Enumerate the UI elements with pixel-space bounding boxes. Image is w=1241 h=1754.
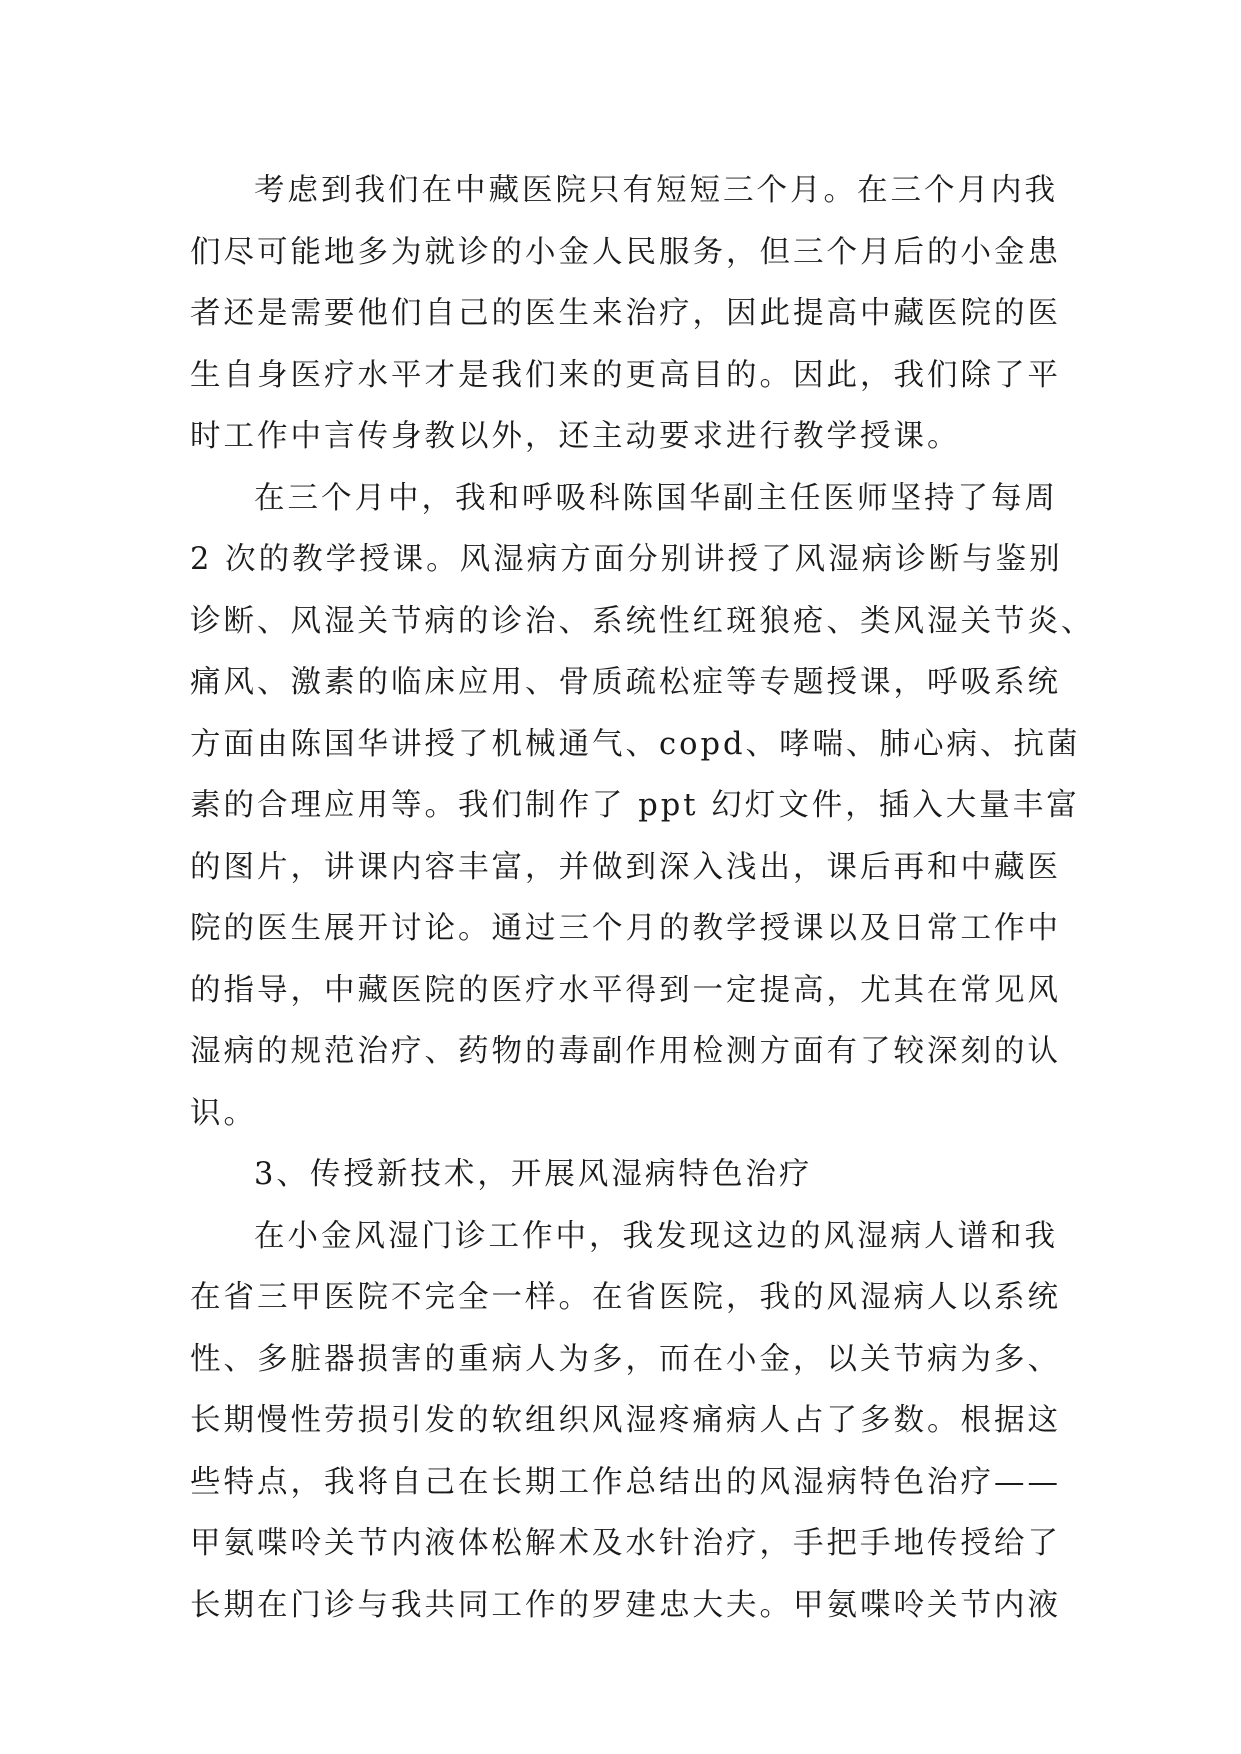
text-line: 考虑到我们在中藏医院只有短短三个月。在三个月内我 <box>254 173 1058 208</box>
text-line: 者还是需要他们自己的医生来治疗，因此提高中藏医院的医 <box>190 296 1061 331</box>
text-line: 甲氨喋呤关节内液体松解术及水针治疗，手把手地传授给了 <box>190 1526 1061 1561</box>
paragraph-rheumatology-treatment <box>190 1206 1060 1637</box>
text-line: 长期慢性劳损引发的软组织风湿疼痛病人占了多数。根据这 <box>190 1403 1061 1438</box>
paragraph-teaching-purpose <box>190 160 1060 468</box>
text-line: 性、多脏器损害的重病人为多，而在小金，以关节病为多、 <box>190 1341 1061 1377</box>
text-line: 湿病的规范治疗、药物的毒副作用检测方面有了较深刻的认 <box>190 1034 1061 1069</box>
text-line: 院的医生展开讨论。通过三个月的教学授课以及日常工作中 <box>190 911 1061 946</box>
text-line: 在小金风湿门诊工作中，我发现这边的风湿病人谱和我 <box>254 1218 1058 1254</box>
text-line: 方面由陈国华讲授了机械通气、copd、哮喘、肺心病、抗菌 <box>190 726 1081 762</box>
section-heading-new-techniques <box>190 1144 1060 1206</box>
text-line: 在省三甲医院不完全一样。在省医院，我的风湿病人以系统 <box>190 1280 1061 1315</box>
text-line: 素的合理应用等。我们制作了 ppt 幻灯文件，插入大量丰富 <box>190 788 1080 823</box>
text-line: 长期在门诊与我共同工作的罗建忠大夫。甲氨喋呤关节内液 <box>190 1587 1061 1623</box>
text-line: 识。 <box>190 1095 257 1131</box>
text-line: 的图片，讲课内容丰富，并做到深入浅出，课后再和中藏医 <box>190 849 1061 885</box>
text-line: 2 次的教学授课。风湿病方面分别讲授了风湿病诊断与鉴别 <box>190 542 1063 577</box>
text-line: 的指导，中藏医院的医疗水平得到一定提高，尤其在常见风 <box>190 972 1061 1008</box>
text-line: 痛风、激素的临床应用、骨质疏松症等专题授课，呼吸系统 <box>190 665 1061 700</box>
section-heading: 3、传授新技术，开展风湿病特色治疗 <box>254 1157 813 1192</box>
paragraph-teaching-courses <box>190 468 1095 1145</box>
text-line: 们尽可能地多为就诊的小金人民服务，但三个月后的小金患 <box>190 234 1061 270</box>
text-line: 时工作中言传身教以外，还主动要求进行教学授课。 <box>190 419 961 454</box>
text-line: 些特点，我将自己在长期工作总结出的风湿病特色治疗—— <box>190 1464 1061 1500</box>
text-line: 生自身医疗水平才是我们来的更高目的。因此，我们除了平 <box>190 357 1061 393</box>
text-line: 诊断、风湿关节病的诊治、系统性红斑狼疮、类风湿关节炎、 <box>190 603 1095 639</box>
text-line: 在三个月中，我和呼吸科陈国华副主任医师坚持了每周 <box>254 480 1058 516</box>
document-body <box>190 160 1095 1636</box>
